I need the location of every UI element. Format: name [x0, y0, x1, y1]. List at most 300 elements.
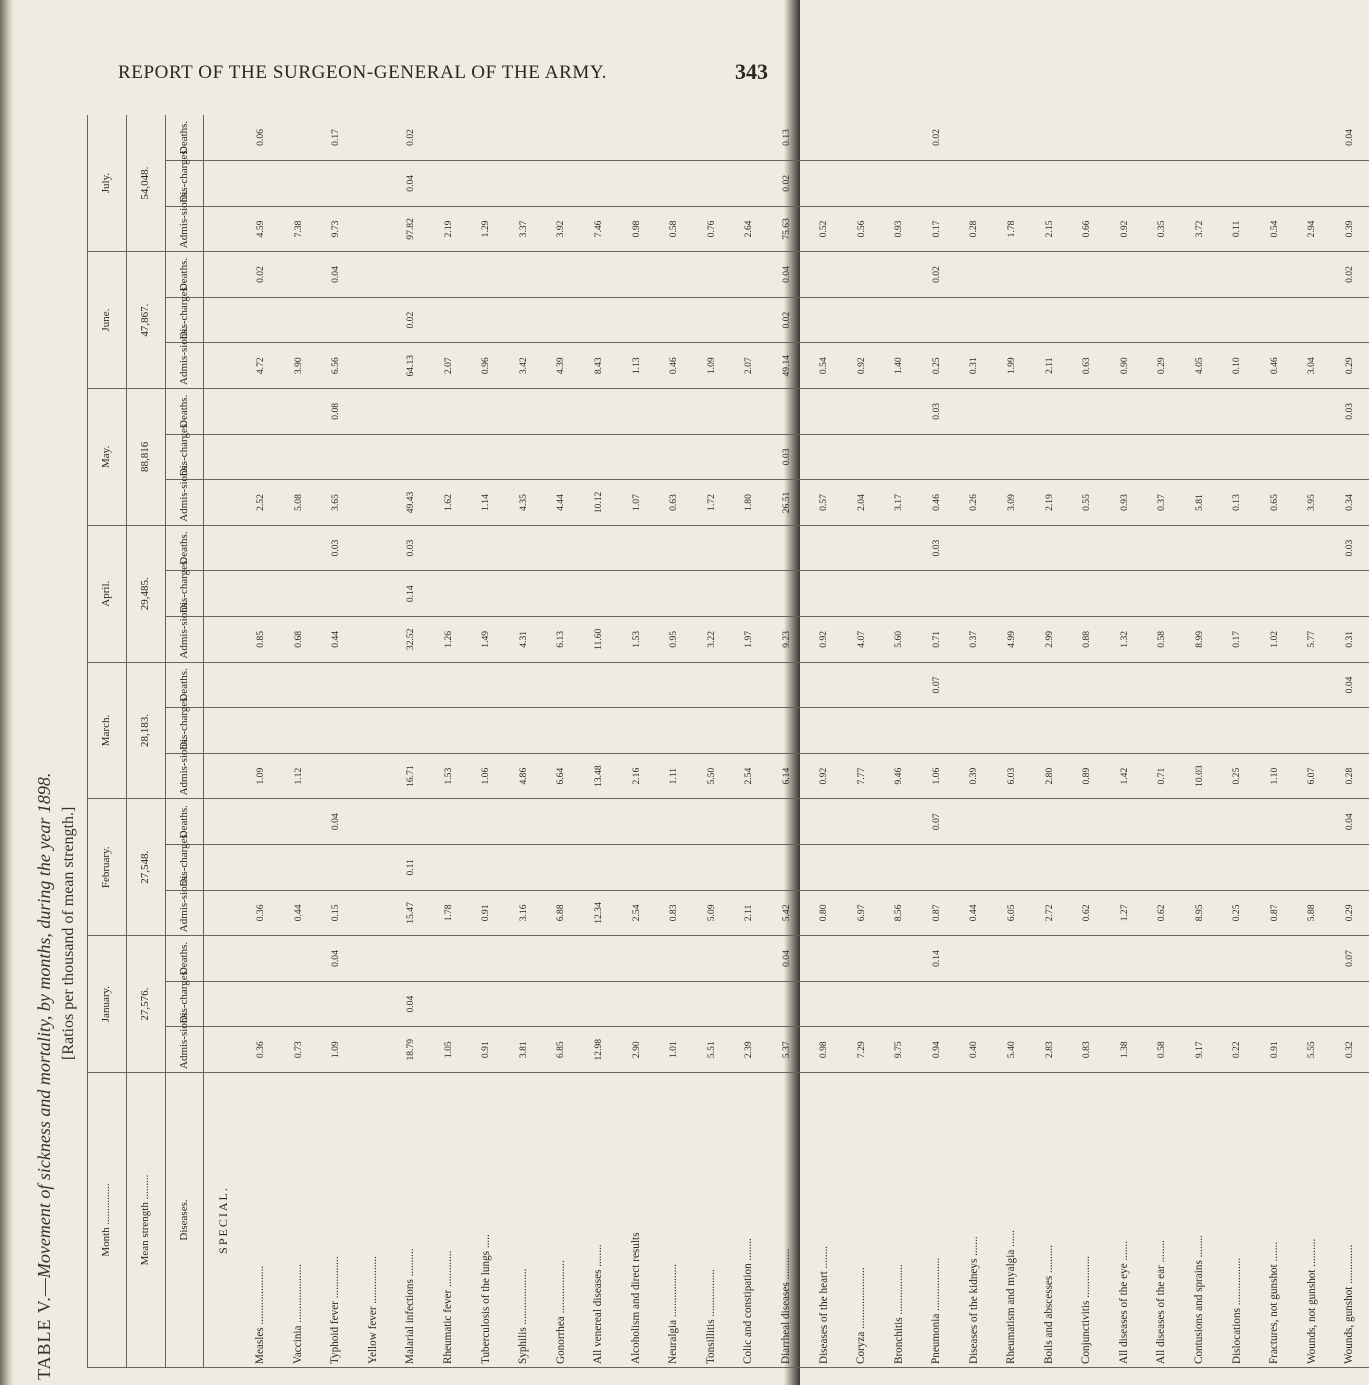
ratio-cell: 5.37 — [768, 1027, 806, 1073]
month-name: January. — [88, 936, 127, 1073]
ratio-cell: 0.91 — [467, 890, 505, 936]
ratio-cell — [1218, 708, 1256, 754]
ratio-cell: 0.88 — [1068, 617, 1106, 663]
ratio-cell: 3.92 — [543, 206, 581, 252]
ratio-cell: 3.42 — [505, 343, 543, 389]
ratio-cell — [1218, 571, 1256, 617]
ratio-cell: 13.48 — [580, 753, 618, 799]
ratio-cell — [392, 708, 430, 754]
ratio-cell: 0.91 — [467, 1027, 505, 1073]
table-number: TABLE V. — [34, 1296, 54, 1380]
ratio-cell — [880, 845, 918, 891]
ratio-cell — [805, 434, 843, 480]
ratio-cell — [580, 936, 618, 982]
ratio-cell — [768, 799, 806, 845]
ratio-cell — [1293, 799, 1331, 845]
ratio-cell — [1143, 936, 1181, 982]
ratio-cell — [1218, 161, 1256, 207]
ratio-cell: 0.06 — [242, 115, 280, 161]
ratio-cell: 6.88 — [543, 890, 581, 936]
ratio-cell — [805, 389, 843, 435]
ratio-cell — [1218, 525, 1256, 571]
empty-cell — [204, 206, 242, 252]
table-row — [505, 115, 543, 1368]
empty-cell — [204, 525, 242, 571]
ratio-cell — [1068, 799, 1106, 845]
ratio-cell — [467, 161, 505, 207]
disease-name: Rheumatic fever ............. — [430, 1073, 468, 1368]
ratio-cell: 7.29 — [843, 1027, 881, 1073]
ratio-cell — [355, 753, 393, 799]
ratio-cell — [655, 708, 693, 754]
ratio-cell — [956, 434, 994, 480]
ratio-cell: 6.85 — [543, 1027, 581, 1073]
ratio-cell: 0.02 — [392, 115, 430, 161]
ratio-cell: 0.03 — [1331, 525, 1369, 571]
ratio-cell: 3.65 — [317, 480, 355, 526]
ratio-cell: 2.11 — [1031, 343, 1069, 389]
disease-name: Boils and abscesses .......... — [1031, 1073, 1069, 1368]
ratio-cell — [618, 799, 656, 845]
ratio-cell — [543, 981, 581, 1027]
ratio-cell — [580, 571, 618, 617]
ratio-cell — [693, 981, 731, 1027]
ratio-cell — [1031, 708, 1069, 754]
ratio-cell — [880, 662, 918, 708]
table-row — [805, 115, 843, 1368]
ratio-cell — [242, 708, 280, 754]
ratio-cell — [993, 981, 1031, 1027]
ratio-cell — [242, 845, 280, 891]
ratio-cell — [730, 297, 768, 343]
mean-strength-value: 27,548. — [126, 799, 165, 936]
ratio-cell — [843, 571, 881, 617]
month-name: June. — [88, 252, 127, 389]
ratio-cell — [880, 161, 918, 207]
ratio-cell — [918, 571, 956, 617]
ratio-cell: 0.93 — [880, 206, 918, 252]
ratio-cell: 4.86 — [505, 753, 543, 799]
discharges-header: Dis-charges. — [165, 434, 204, 480]
ratio-cell — [730, 845, 768, 891]
ratio-cell: 1.12 — [280, 753, 318, 799]
table-row — [1143, 115, 1181, 1368]
ratio-cell: 0.25 — [918, 343, 956, 389]
ratio-cell: 6.64 — [543, 753, 581, 799]
ratio-cell — [242, 525, 280, 571]
ratio-cell — [1181, 252, 1219, 298]
ratio-cell — [1218, 252, 1256, 298]
ratio-cell — [1031, 799, 1069, 845]
empty-cell — [204, 981, 242, 1027]
ratio-cell — [430, 161, 468, 207]
empty-cell — [204, 890, 242, 936]
ratio-cell — [1293, 434, 1331, 480]
ratio-cell — [430, 708, 468, 754]
empty-cell — [204, 845, 242, 891]
ratio-cell: 7.38 — [280, 206, 318, 252]
ratio-cell — [1106, 799, 1144, 845]
ratio-cell — [730, 708, 768, 754]
ratio-cell: 0.07 — [1331, 936, 1369, 982]
ratio-cell — [1331, 981, 1369, 1027]
table-row — [580, 115, 618, 1368]
ratio-cell: 0.03 — [918, 525, 956, 571]
ratio-cell — [618, 389, 656, 435]
ratio-cell — [242, 799, 280, 845]
ratio-cell: 4.35 — [505, 480, 543, 526]
ratio-cell — [543, 936, 581, 982]
ratio-cell — [880, 115, 918, 161]
ratio-cell — [467, 799, 505, 845]
ratio-cell — [618, 115, 656, 161]
ratio-cell — [618, 297, 656, 343]
ratio-cell — [843, 115, 881, 161]
ratio-cell: 0.04 — [768, 252, 806, 298]
ratio-cell — [355, 115, 393, 161]
ratio-cell — [1068, 525, 1106, 571]
ratio-cell — [956, 571, 994, 617]
ratio-cell: 0.83 — [1068, 1027, 1106, 1073]
ratio-cell — [1031, 936, 1069, 982]
ratio-cell — [1181, 115, 1219, 161]
ratio-cell: 0.71 — [1143, 753, 1181, 799]
ratio-cell — [580, 708, 618, 754]
ratio-cell: 0.56 — [843, 206, 881, 252]
month-label: Month ............... — [88, 1073, 127, 1368]
ratio-cell — [1143, 981, 1181, 1027]
empty-cell — [204, 389, 242, 435]
ratio-cell: 0.15 — [317, 890, 355, 936]
ratio-cell — [993, 662, 1031, 708]
table-row — [430, 115, 468, 1368]
ratio-cell: 5.60 — [880, 617, 918, 663]
ratio-cell: 1.07 — [618, 480, 656, 526]
ratio-cell — [1256, 525, 1294, 571]
ratio-cell — [543, 297, 581, 343]
ratio-cell: 5.42 — [768, 890, 806, 936]
disease-name: Pneumonia ................... — [918, 1073, 956, 1368]
ratio-cell: 0.14 — [392, 571, 430, 617]
ratio-cell — [768, 525, 806, 571]
disease-name: Tonsillitis ................. — [693, 1073, 731, 1368]
ratio-cell — [730, 161, 768, 207]
ratio-cell — [1293, 662, 1331, 708]
ratio-cell — [242, 981, 280, 1027]
ratio-cell: 0.92 — [805, 617, 843, 663]
ratio-cell — [467, 297, 505, 343]
ratio-cell — [580, 252, 618, 298]
ratio-cell: 1.09 — [693, 343, 731, 389]
ratio-cell — [1143, 161, 1181, 207]
caption-dash: — — [34, 1278, 54, 1297]
ratio-cell — [956, 252, 994, 298]
ratio-cell — [1031, 571, 1069, 617]
column-header-row — [165, 115, 204, 1368]
ratio-cell: 0.55 — [1068, 480, 1106, 526]
ratio-cell — [618, 708, 656, 754]
ratio-cell: 0.03 — [1331, 389, 1369, 435]
ratio-cell: 2.15 — [1031, 206, 1069, 252]
ratio-cell — [355, 389, 393, 435]
ratio-cell: 0.62 — [1068, 890, 1106, 936]
ratio-cell: 0.54 — [805, 343, 843, 389]
ratio-cell — [655, 161, 693, 207]
ratio-cell — [355, 480, 393, 526]
ratio-cell — [993, 389, 1031, 435]
table-row — [1256, 115, 1294, 1368]
ratio-cell — [618, 571, 656, 617]
ratio-cell — [805, 662, 843, 708]
ratio-cell: 4.07 — [843, 617, 881, 663]
ratio-cell — [1256, 389, 1294, 435]
ratio-cell — [1181, 936, 1219, 982]
ratio-cell: 1.06 — [918, 753, 956, 799]
ratio-cell — [430, 389, 468, 435]
ratio-cell: 2.16 — [618, 753, 656, 799]
ratio-cell — [355, 525, 393, 571]
ratio-cell: 0.04 — [768, 936, 806, 982]
ratio-cell: 1.27 — [1106, 890, 1144, 936]
ratio-cell — [993, 525, 1031, 571]
ratio-cell — [1293, 571, 1331, 617]
ratio-cell: 2.19 — [430, 206, 468, 252]
ratio-cell — [505, 161, 543, 207]
ratio-cell — [1181, 297, 1219, 343]
disease-name: Dislocations ................. — [1218, 1073, 1256, 1368]
ratio-cell — [280, 708, 318, 754]
ratio-cell: 2.39 — [730, 1027, 768, 1073]
ratio-cell — [843, 161, 881, 207]
disease-name: Diseases of the heart ........ — [805, 1073, 843, 1368]
ratio-cell — [467, 115, 505, 161]
ratio-cell — [843, 936, 881, 982]
disease-name: Typhoid fever ............... — [317, 1073, 355, 1368]
ratio-cell: 0.11 — [1218, 206, 1256, 252]
ratio-cell — [280, 161, 318, 207]
ratio-cell: 0.57 — [805, 480, 843, 526]
ratio-cell: 10.03 — [1181, 753, 1219, 799]
ratio-cell — [1256, 434, 1294, 480]
ratio-cell: 5.88 — [1293, 890, 1331, 936]
ratio-cell — [1068, 662, 1106, 708]
disease-name: All diseases of the eye ....... — [1106, 1073, 1144, 1368]
ratio-cell — [956, 708, 994, 754]
ratio-cell: 2.19 — [1031, 480, 1069, 526]
page-title: REPORT OF THE SURGEON-GENERAL OF THE ARMY. — [118, 62, 608, 83]
ratio-cell — [430, 981, 468, 1027]
disease-name: Diarrheal diseases ........... — [768, 1073, 806, 1368]
ratio-cell: 3.04 — [1293, 343, 1331, 389]
ratio-cell — [543, 662, 581, 708]
ratio-cell — [843, 252, 881, 298]
table-row — [317, 115, 355, 1368]
ratio-cell — [467, 708, 505, 754]
table-title: Movement of sickness and mortality, by months, during the year 1898. — [34, 772, 54, 1279]
ratio-cell — [956, 297, 994, 343]
ratio-cell — [1143, 115, 1181, 161]
ratio-cell — [1331, 708, 1369, 754]
ratio-cell: 0.29 — [1143, 343, 1181, 389]
disease-name: Fractures, not gunshot ....... — [1256, 1073, 1294, 1368]
ratio-cell — [392, 799, 430, 845]
ratio-cell — [1256, 252, 1294, 298]
ratio-cell: 0.07 — [918, 799, 956, 845]
ratio-cell: 3.90 — [280, 343, 318, 389]
ratio-cell — [993, 252, 1031, 298]
ratio-cell — [693, 936, 731, 982]
ratio-cell: 0.13 — [768, 115, 806, 161]
ratio-cell: 6.07 — [1293, 753, 1331, 799]
month-header-row — [88, 115, 127, 1368]
ratio-cell — [655, 845, 693, 891]
admissions-header: Admis-sions. — [165, 480, 204, 526]
ratio-cell: 0.28 — [956, 206, 994, 252]
table-row — [1068, 115, 1106, 1368]
ratio-cell — [355, 936, 393, 982]
ratio-cell: 1.09 — [242, 753, 280, 799]
ratio-cell — [730, 981, 768, 1027]
ratio-cell — [693, 845, 731, 891]
ratio-cell — [730, 662, 768, 708]
ratio-cell: 0.39 — [956, 753, 994, 799]
ratio-cell — [580, 434, 618, 480]
ratio-cell: 18.79 — [392, 1027, 430, 1073]
ratio-cell — [843, 845, 881, 891]
ratio-cell — [505, 981, 543, 1027]
ratio-cell: 2.72 — [1031, 890, 1069, 936]
ratio-cell — [543, 571, 581, 617]
ratio-cell: 0.96 — [467, 343, 505, 389]
disease-name: Coryza ...................... — [843, 1073, 881, 1368]
ratio-cell — [1143, 571, 1181, 617]
disease-name: Measles ..................... — [242, 1073, 280, 1368]
ratio-cell — [843, 981, 881, 1027]
ratio-cell — [805, 981, 843, 1027]
ratio-cell — [242, 936, 280, 982]
ratio-cell: 0.68 — [280, 617, 318, 663]
table-row — [843, 115, 881, 1368]
ratio-cell — [918, 434, 956, 480]
ratio-cell — [693, 662, 731, 708]
ratio-cell — [1106, 845, 1144, 891]
ratio-cell: 1.05 — [430, 1027, 468, 1073]
empty-cell — [204, 434, 242, 480]
admissions-header: Admis-sions. — [165, 206, 204, 252]
month-name: July. — [88, 115, 127, 252]
ratio-cell: 4.39 — [543, 343, 581, 389]
deaths-header: Deaths. — [165, 799, 204, 845]
ratio-cell: 0.17 — [317, 115, 355, 161]
ratio-cell: 0.36 — [242, 1027, 280, 1073]
ratio-cell — [280, 662, 318, 708]
ratio-cell — [693, 525, 731, 571]
ratio-cell — [768, 662, 806, 708]
ratio-cell — [693, 161, 731, 207]
ratio-cell: 1.01 — [655, 1027, 693, 1073]
ratio-cell — [392, 662, 430, 708]
ratio-cell: 0.46 — [655, 343, 693, 389]
ratio-cell — [956, 936, 994, 982]
ratio-cell: 0.10 — [1218, 343, 1256, 389]
ratio-cell — [1218, 389, 1256, 435]
ratio-cell — [1293, 845, 1331, 891]
ratio-cell — [1181, 571, 1219, 617]
ratio-cell: 0.39 — [1331, 206, 1369, 252]
disease-name: Contusions and sprains ........ — [1181, 1073, 1219, 1368]
ratio-cell — [956, 161, 994, 207]
ratio-cell — [280, 981, 318, 1027]
deaths-header: Deaths. — [165, 525, 204, 571]
ratio-cell: 0.91 — [1256, 1027, 1294, 1073]
ratio-cell — [1181, 799, 1219, 845]
ratio-cell: 0.31 — [956, 343, 994, 389]
ratio-cell: 4.99 — [993, 617, 1031, 663]
ratio-cell: 0.02 — [392, 297, 430, 343]
ratio-cell: 0.36 — [242, 890, 280, 936]
ratio-cell — [956, 845, 994, 891]
ratio-cell — [880, 297, 918, 343]
ratio-cell — [730, 525, 768, 571]
ratio-cell — [1068, 571, 1106, 617]
ratio-cell — [580, 845, 618, 891]
ratio-cell — [805, 936, 843, 982]
empty-cell — [204, 1027, 242, 1073]
admissions-header: Admis-sions. — [165, 890, 204, 936]
ratio-cell — [505, 799, 543, 845]
ratio-cell: 7.77 — [843, 753, 881, 799]
ratio-cell: 0.17 — [1218, 617, 1256, 663]
ratio-cell — [580, 981, 618, 1027]
ratio-cell — [880, 571, 918, 617]
ratio-cell — [956, 799, 994, 845]
ratio-cell — [693, 799, 731, 845]
ratio-cell — [1218, 981, 1256, 1027]
ratio-cell — [730, 434, 768, 480]
ratio-cell: 1.40 — [880, 343, 918, 389]
ratio-cell: 0.03 — [768, 434, 806, 480]
ratio-cell: 5.77 — [1293, 617, 1331, 663]
table-row — [1331, 115, 1369, 1368]
ratio-cell — [618, 981, 656, 1027]
disease-name: Syphilis .................... — [505, 1073, 543, 1368]
table-subtitle: [Ratios per thousand of mean strength.] — [60, 806, 77, 1060]
deaths-header: Deaths. — [165, 115, 204, 161]
ratio-cell: 0.37 — [956, 617, 994, 663]
ratio-cell — [843, 525, 881, 571]
table-row — [918, 115, 956, 1368]
ratio-cell: 9.73 — [317, 206, 355, 252]
ratio-cell — [1031, 161, 1069, 207]
ratio-cell — [805, 297, 843, 343]
ratio-cell — [1143, 708, 1181, 754]
ratio-cell — [317, 662, 355, 708]
ratio-cell — [355, 434, 393, 480]
ratio-cell — [242, 297, 280, 343]
mean-strength-value: 88,816 — [126, 389, 165, 526]
ratio-cell: 0.29 — [1331, 343, 1369, 389]
ratio-cell: 1.97 — [730, 617, 768, 663]
table-row — [467, 115, 505, 1368]
ratio-cell — [1331, 434, 1369, 480]
ratio-cell — [693, 434, 731, 480]
ratio-cell — [543, 389, 581, 435]
ratio-cell — [1331, 297, 1369, 343]
ratio-cell: 0.44 — [317, 617, 355, 663]
ratio-cell: 2.54 — [730, 753, 768, 799]
ratio-cell — [880, 936, 918, 982]
empty-cell — [204, 161, 242, 207]
